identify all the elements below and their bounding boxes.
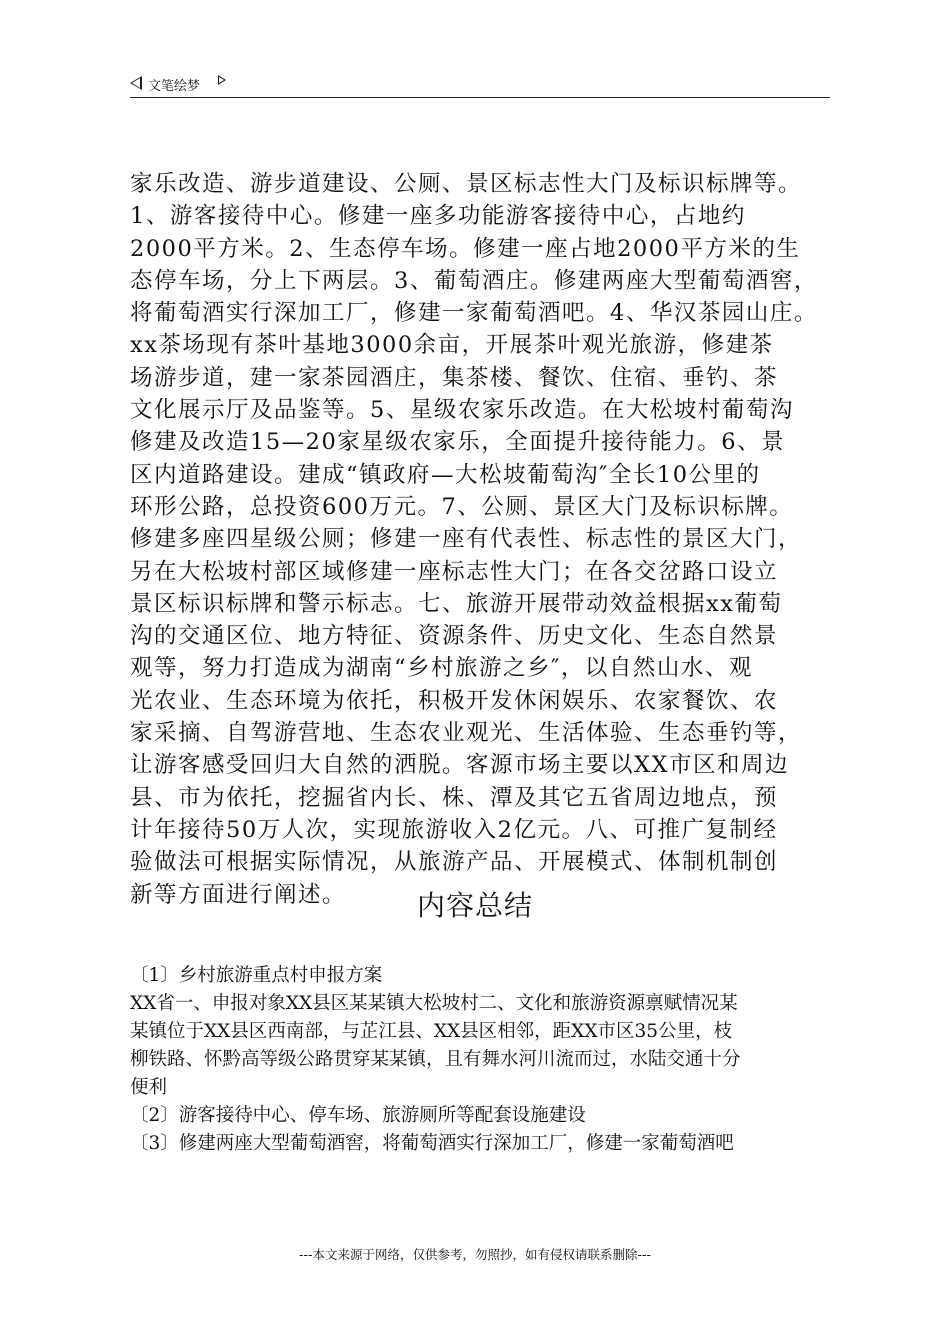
body-line: 另在大松坡村部区域修建一座标志性大门；在各交岔路口设立: [130, 558, 779, 585]
summary-row: 便利: [130, 1077, 168, 1098]
body-line: 验做法可根据实际情况，从旅游产品、开展模式、体制机制创: [130, 849, 779, 876]
summary-row: 柳铁路、怀黔高等级公路贯穿某某镇，且有舞水河川流而过，水陆交通十分: [130, 1049, 741, 1070]
body-line: 修建多座四星级公厕；修建一座有代表性、标志性的景区大门，: [130, 526, 803, 553]
body-line: 文化展示厅及品鉴等。5、星级农家乐改造。在大松坡村葡萄沟: [130, 397, 794, 424]
body-line: 观等，努力打造成为湖南“乡村旅游之乡″，以自然山水、观: [130, 655, 753, 682]
body-line: 环形公路，总投资600万元。7、公厕、景区大门及标识标牌。: [130, 493, 794, 520]
body-line: 新等方面进行阐述。: [130, 881, 347, 908]
body-line: 区内道路建设。建成“镇政府—大松坡葡萄沟″全长10公里的: [130, 461, 761, 488]
page-header: [130, 72, 830, 98]
summary-row: 〔3〕修建两座大型葡萄酒窖，将葡萄酒实行深加工厂，修建一家葡萄酒吧: [130, 1133, 734, 1154]
header-brand: 文笔绘梦: [148, 79, 201, 94]
summary-row: XX省一、申报对象XX县区某某镇大松坡村二、文化和旅游资源禀赋情况某: [130, 993, 738, 1014]
summary-section: [130, 962, 830, 1158]
body-line: 计年接待50万人次，实现旅游收入2亿元。八、可推广复制经: [130, 816, 778, 843]
body-line: 景区标识标牌和警示标志。七、旅游开展带动效益根据xx葡萄: [130, 590, 783, 617]
body-line: 光农业、生态环境为依托，积极开发休闲娱乐、农家餐饮、农: [130, 687, 779, 714]
summary-row: 某镇位于XX县区西南部，与芷江县、XX县区相邻，距XX市区35公里，枝: [130, 1021, 733, 1042]
body-text: [130, 168, 840, 911]
body-line: 沟的交通区位、地方特征、资源条件、历史文化、生态自然景: [130, 623, 779, 650]
body-line: 让游客感受回归大自然的洒脱。客源市场主要以XX市区和周边: [130, 752, 790, 779]
footer-disclaimer: ---本文来源于网络，仅供参考，勿照抄，如有侵权请联系删除---: [298, 1247, 652, 1262]
summary-title: 内容总结: [416, 889, 533, 922]
triangle-right-icon: [218, 75, 226, 85]
body-line: 态停车场，分上下两层。3、葡萄酒庄。修建两座大型葡萄酒窖，: [130, 267, 818, 294]
body-line: 家采摘、自驾游营地、生态农业观光、生活体验、生态垂钓等，: [130, 720, 803, 747]
body-line: 2000平方米。2、生态停车场。修建一座占地2000平方米的生: [130, 235, 801, 262]
body-line: 场游步道，建一家茶园酒庄，集茶楼、餐饮、住宿、垂钓、茶: [130, 364, 779, 391]
summary-row: 〔2〕游客接待中心、停车场、旅游厕所等配套设施建设: [130, 1105, 586, 1126]
triangle-left-icon: [130, 76, 142, 90]
header-divider: [130, 97, 830, 98]
summary-row: 〔1〕乡村旅游重点村申报方案: [130, 965, 383, 986]
body-line: 家乐改造、游步道建设、公厕、景区标志性大门及标识标牌等。: [130, 171, 803, 197]
body-line: 1、游客接待中心。修建一座多功能游客接待中心，占地约: [130, 203, 746, 230]
body-line: 县、市为依托，挖掘省内长、株、潭及其它五省周边地点，预: [130, 784, 779, 811]
body-line: xx茶场现有茶叶基地3000余亩，开展茶叶观光旅游，修建茶: [130, 332, 774, 359]
body-line: 将葡萄酒实行深加工厂，修建一家葡萄酒吧。4、华汉茶园山庄。: [130, 300, 818, 327]
body-line: 修建及改造15—20家星级农家乐，全面提升接待能力。6、景: [130, 429, 786, 456]
